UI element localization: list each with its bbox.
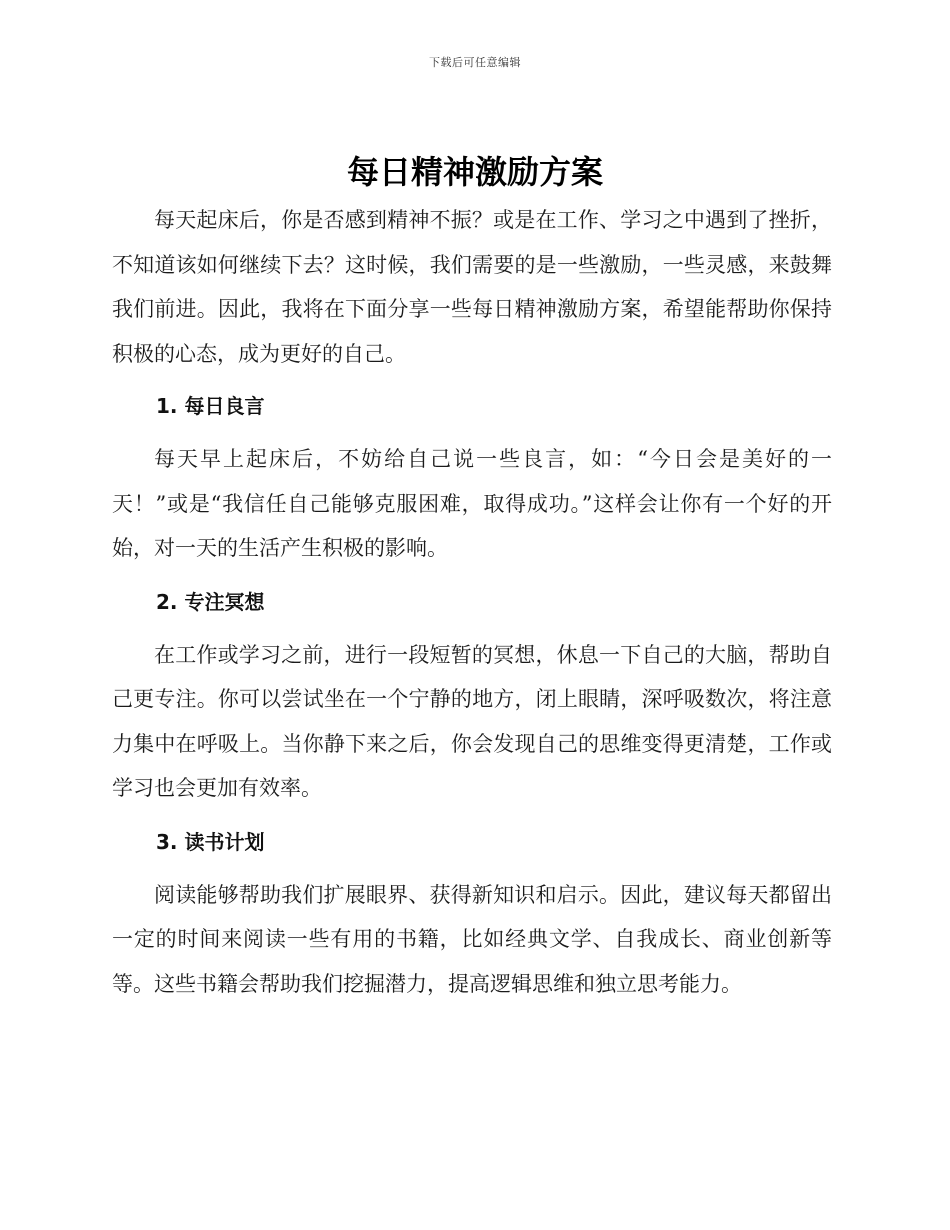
section-heading-reading-plan: 3. 读书计划 <box>156 829 265 854</box>
document-body <box>112 198 832 1006</box>
section-body-meditation: 在工作或学习之前，进行一段短暂的冥想，休息一下自己的大脑，帮助自己更专注。你可以尝试坐在一个宁静的地方，闭上眼睛，深呼吸数次，将注意力集中在呼吸上。当你静下来之后，你会发现自己的思维变得更清楚，工作或学习也会更加有效率。 <box>112 642 832 800</box>
document-title: 每日精神激励方案 <box>346 153 603 191</box>
section-heading-daily-quote: 1. 每日良言 <box>156 394 265 418</box>
section-heading-meditation: 2. 专注冥想 <box>156 589 265 614</box>
intro-paragraph: 每天起床后，你是否感到精神不振？或是在工作、学习之中遇到了挫折，不知道该如何继续下去？这时候，我们需要的是一些激励，一些灵感，来鼓舞我们前进。因此，我将在下面分享一些每日精神激励方案，希望能帮助你保持积极的心态，成为更好的自己。 <box>112 208 832 366</box>
section-body-reading-plan: 阅读能够帮助我们扩展眼界、获得新知识和启示。因此，建议每天都留出一定的时间来阅读一些有用的书籍，比如经典文学、自我成长、商业创新等等。这些书籍会帮助我们挖掘潜力，提高逻辑思维和独立思考能力。 <box>112 882 832 996</box>
header-note: 下载后可任意编辑 <box>429 56 521 69</box>
section-body-daily-quote: 每天早上起床后，不妨给自己说一些良言，如：“今日会是美好的一天！”或是“我信任自己能够克服困难，取得成功。”这样会让你有一个好的开始，对一天的生活产生积极的影响。 <box>112 447 832 560</box>
